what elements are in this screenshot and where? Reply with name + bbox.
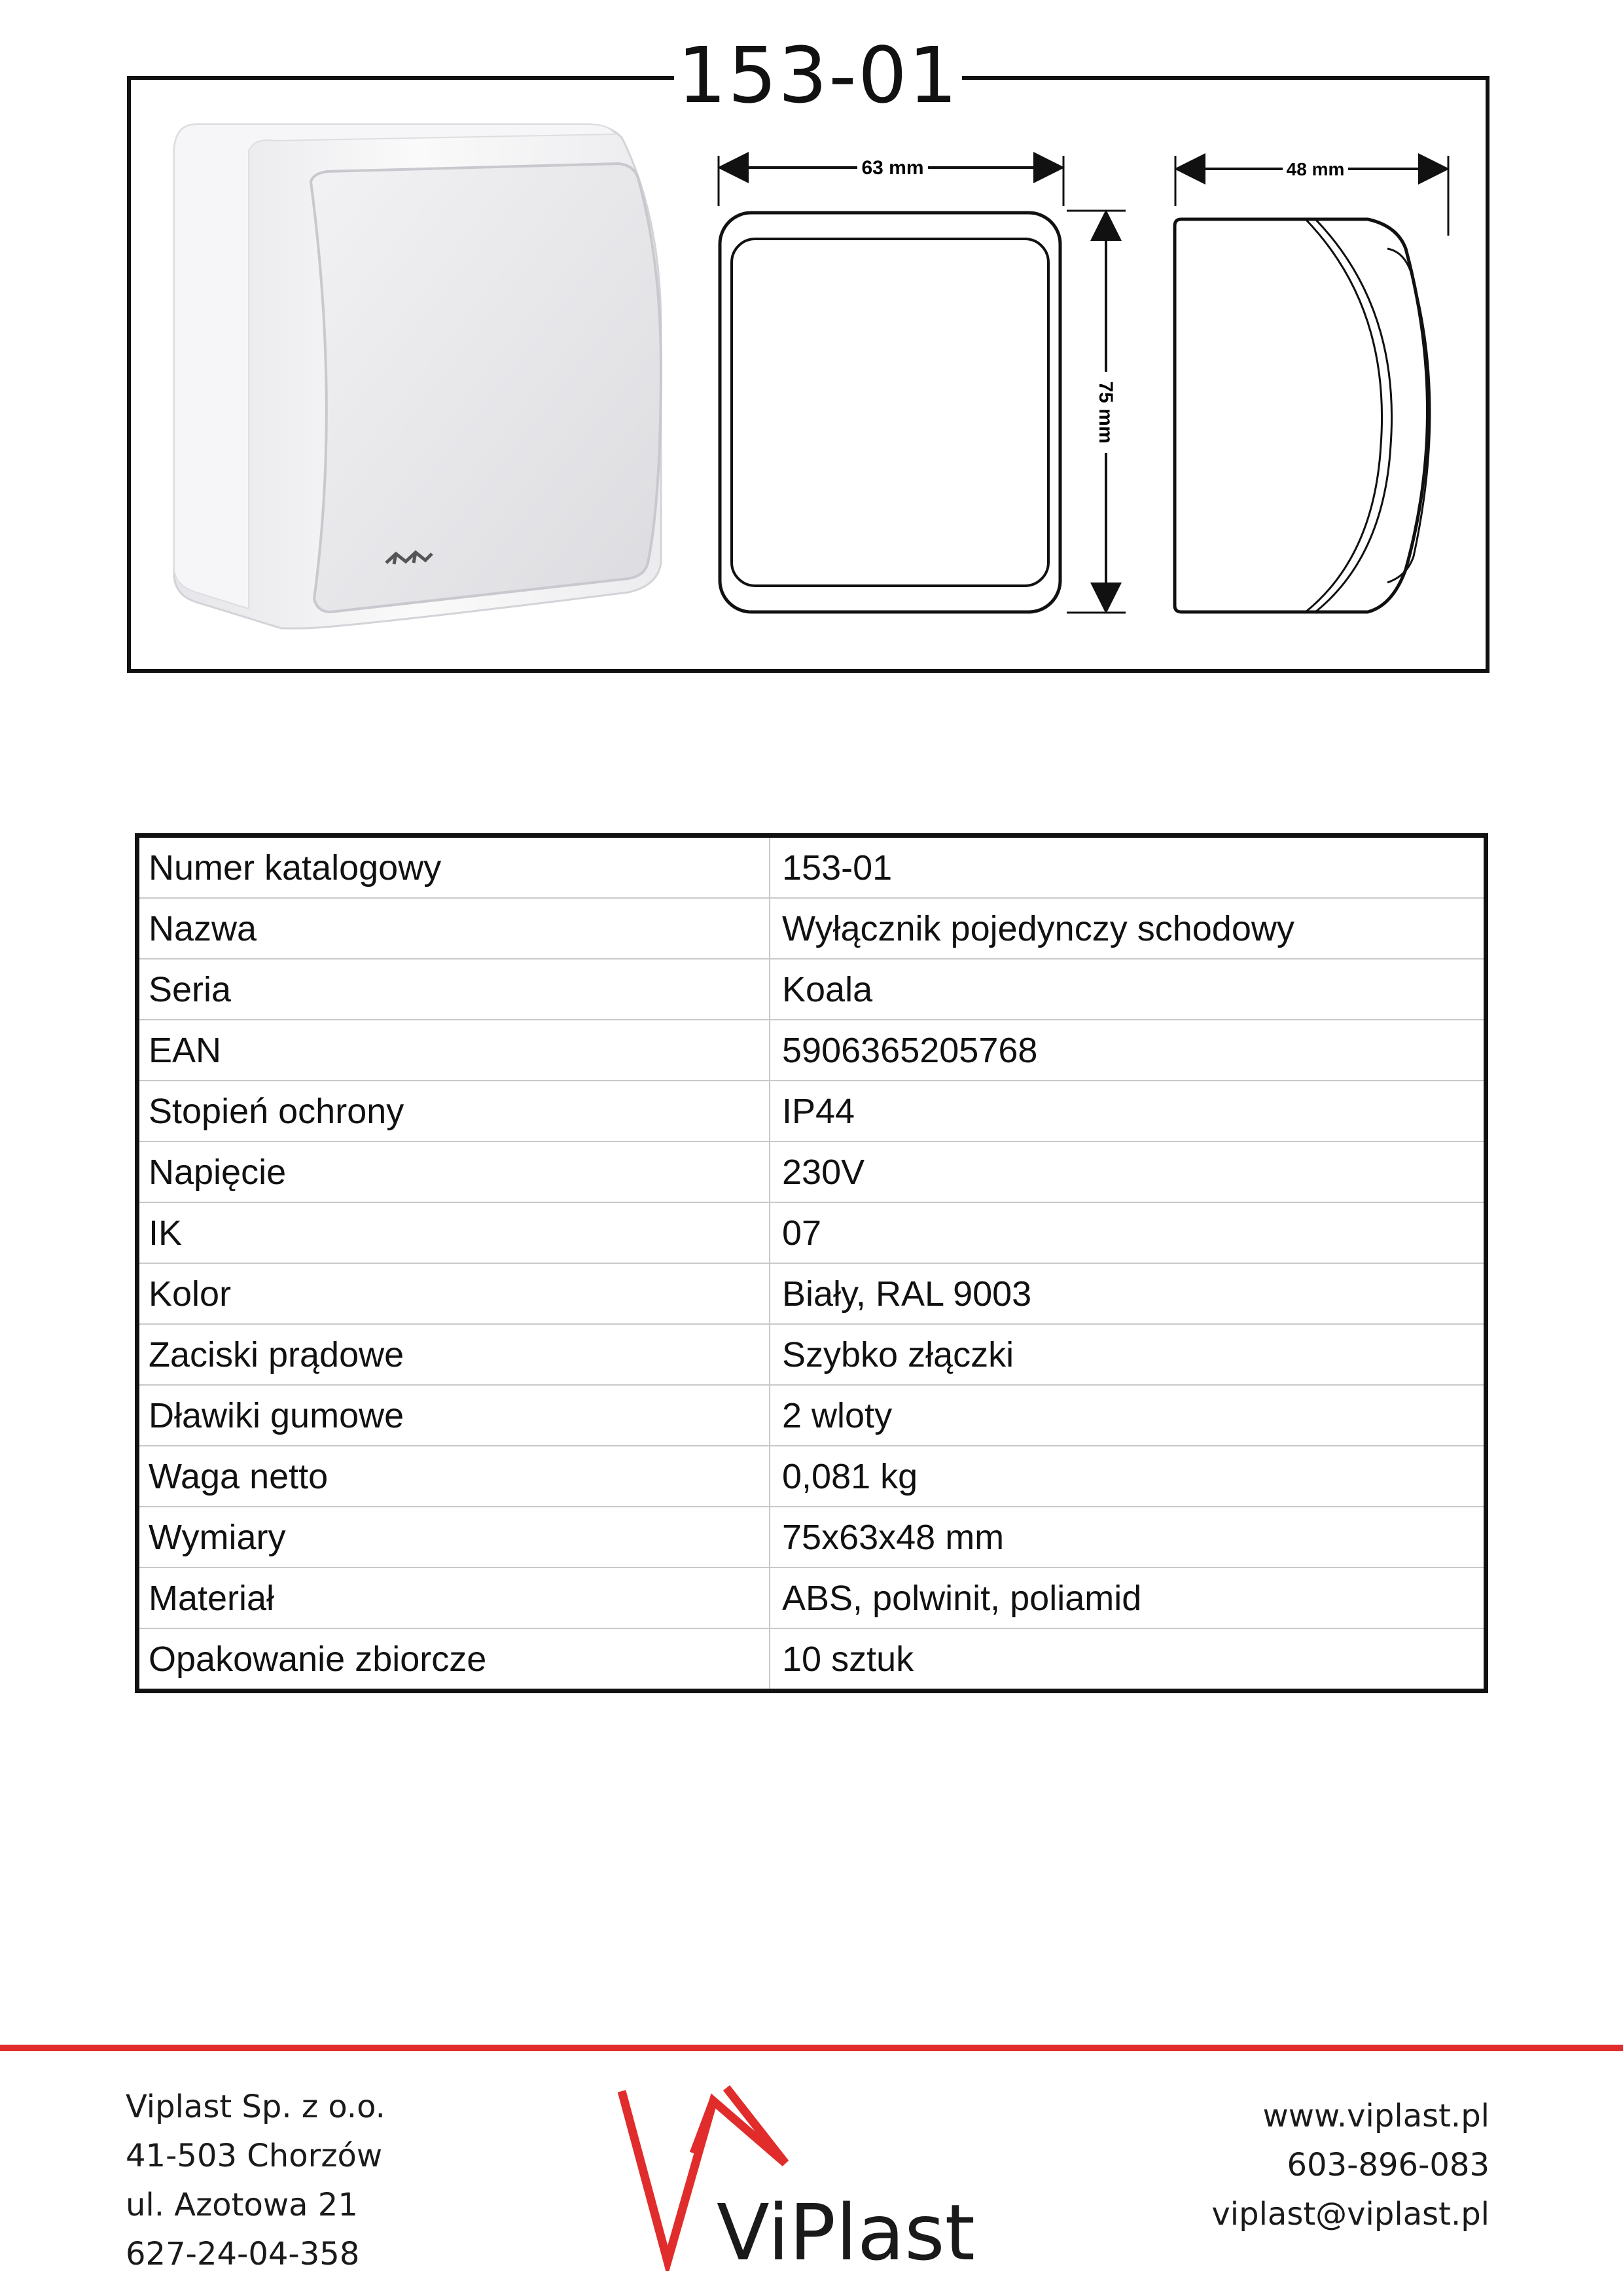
spec-table <box>135 833 1488 1693</box>
spec-value: Koala <box>770 959 1486 1020</box>
spec-value: 07 <box>770 1202 1486 1263</box>
spec-value: Szybko złączki <box>770 1324 1486 1385</box>
spec-value: Biały, RAL 9003 <box>770 1263 1486 1324</box>
table-row <box>137 1568 1486 1628</box>
table-row <box>137 959 1486 1020</box>
spec-value: 75x63x48 mm <box>770 1507 1486 1568</box>
spec-value: 153-01 <box>770 836 1486 899</box>
spec-label: Stopień ochrony <box>137 1081 770 1141</box>
spec-label: EAN <box>137 1020 770 1081</box>
spec-label: Zaciski prądowe <box>137 1324 770 1385</box>
address-street: ul. Azotowa 21 <box>126 2187 358 2223</box>
table-row <box>137 1385 1486 1446</box>
table-row <box>137 836 1486 899</box>
website-link[interactable]: www.viplast.pl <box>1262 2098 1489 2134</box>
spec-label: Opakowanie zbiorcze <box>137 1628 770 1691</box>
spec-value: IP44 <box>770 1081 1486 1141</box>
spec-table-body <box>137 836 1486 1691</box>
spec-label: IK <box>137 1202 770 1263</box>
spec-value: 0,081 kg <box>770 1446 1486 1507</box>
table-row <box>137 1263 1486 1324</box>
side-view-drawing <box>1175 156 1448 612</box>
company-name: Viplast Sp. z o.o. <box>126 2089 385 2125</box>
spec-label: Materiał <box>137 1568 770 1628</box>
spec-value: 2 wloty <box>770 1385 1486 1446</box>
spec-label: Wymiary <box>137 1507 770 1568</box>
email-link[interactable]: viplast@viplast.pl <box>1211 2196 1489 2233</box>
company-address <box>126 2083 385 2279</box>
table-row <box>137 1081 1486 1141</box>
dim-depth-label: 48 mm <box>1286 159 1345 179</box>
spec-value: 5906365205768 <box>770 1020 1486 1081</box>
viplast-logo <box>602 2075 1060 2271</box>
spec-label: Numer katalogowy <box>137 836 770 899</box>
front-view-drawing <box>719 156 1126 613</box>
table-row <box>137 1202 1486 1263</box>
logo-wordmark: ViPlast <box>717 2187 975 2271</box>
table-row <box>137 1507 1486 1568</box>
phone-number: 603-896-083 <box>1287 2147 1489 2183</box>
spec-value: Wyłącznik pojedynczy schodowy <box>770 898 1486 959</box>
table-row <box>137 1324 1486 1385</box>
spec-label: Seria <box>137 959 770 1020</box>
spec-label: Dławiki gumowe <box>137 1385 770 1446</box>
spec-value: 230V <box>770 1141 1486 1202</box>
table-row <box>137 1141 1486 1202</box>
spec-label: Napięcie <box>137 1141 770 1202</box>
model-number-title: 153-01 <box>674 26 962 124</box>
address-postal: 41-503 Chorzów <box>126 2138 383 2174</box>
table-row <box>137 1628 1486 1691</box>
product-photo <box>174 124 661 628</box>
spec-label: Kolor <box>137 1263 770 1324</box>
dim-height-label: 75 mm <box>1095 381 1116 444</box>
spec-value: 10 sztuk <box>770 1628 1486 1691</box>
table-row <box>137 1020 1486 1081</box>
footer-accent-line <box>0 2045 1623 2051</box>
table-row <box>137 898 1486 959</box>
company-tax-id: 627-24-04-358 <box>126 2236 360 2272</box>
spec-label: Nazwa <box>137 898 770 959</box>
table-row <box>137 1446 1486 1507</box>
spec-label: Waga netto <box>137 1446 770 1507</box>
spec-value: ABS, polwinit, poliamid <box>770 1568 1486 1628</box>
dim-width-label: 63 mm <box>861 157 924 179</box>
company-contact <box>1211 2092 1489 2239</box>
